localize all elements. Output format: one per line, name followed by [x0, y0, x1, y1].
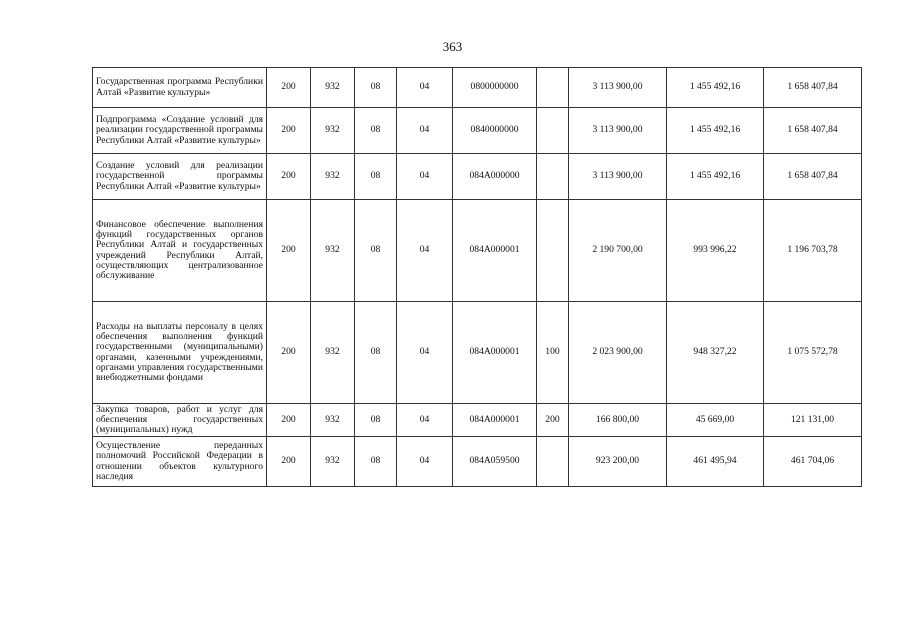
remainder-amount-cell: 1 658 407,84 [764, 68, 862, 108]
ministry-code-cell: 932 [311, 404, 355, 437]
grbs-cell: 200 [267, 200, 311, 302]
target-article-cell: 084А000001 [453, 200, 537, 302]
table-row [93, 200, 862, 302]
plan-amount-cell: 3 113 900,00 [569, 108, 667, 154]
remainder-amount-cell: 1 658 407,84 [764, 108, 862, 154]
table-row [93, 68, 862, 108]
expense-type-cell: 100 [537, 302, 569, 404]
section-cell: 08 [355, 302, 397, 404]
expense-type-cell [537, 437, 569, 487]
remainder-amount-cell: 1 658 407,84 [764, 154, 862, 200]
section-cell: 08 [355, 108, 397, 154]
plan-amount-cell: 166 800,00 [569, 404, 667, 437]
target-article-cell: 0840000000 [453, 108, 537, 154]
row-name-cell: Финансовое обеспечение выполнения функций государственных органов Республики Алтай и государственных учреждений Республики Алтай, осуществляющих централизованное обслуживание [93, 200, 267, 302]
ministry-code-cell: 932 [311, 154, 355, 200]
grbs-cell: 200 [267, 154, 311, 200]
subsection-cell: 04 [397, 404, 453, 437]
subsection-cell: 04 [397, 154, 453, 200]
executed-amount-cell: 1 455 492,16 [667, 108, 764, 154]
target-article-cell: 0800000000 [453, 68, 537, 108]
executed-amount-cell: 948 327,22 [667, 302, 764, 404]
grbs-cell: 200 [267, 108, 311, 154]
row-name-cell: Подпрограмма «Создание условий для реализации государственной программы Республики Алтай «Развитие культуры» [93, 108, 267, 154]
ministry-code-cell: 932 [311, 302, 355, 404]
plan-amount-cell: 2 190 700,00 [569, 200, 667, 302]
section-cell: 08 [355, 404, 397, 437]
subsection-cell: 04 [397, 437, 453, 487]
section-cell: 08 [355, 154, 397, 200]
target-article-cell: 084А000000 [453, 154, 537, 200]
subsection-cell: 04 [397, 302, 453, 404]
executed-amount-cell: 1 455 492,16 [667, 68, 764, 108]
subsection-cell: 04 [397, 108, 453, 154]
row-name-cell: Закупка товаров, работ и услуг для обеспечения государственных (муниципальных) нужд [93, 404, 267, 437]
remainder-amount-cell: 121 131,00 [764, 404, 862, 437]
target-article-cell: 084А000001 [453, 302, 537, 404]
target-article-cell: 084А059500 [453, 437, 537, 487]
page-number: 363 [442, 39, 463, 54]
expense-type-cell [537, 154, 569, 200]
plan-amount-cell: 3 113 900,00 [569, 68, 667, 108]
remainder-amount-cell: 461 704,06 [764, 437, 862, 487]
table-row [93, 302, 862, 404]
row-name-cell: Расходы на выплаты персоналу в целях обеспечения выполнения функций государственными (муниципальными) органами, казенными учреждениями, органами управления государственными внебюджетными фондами [93, 302, 267, 404]
subsection-cell: 04 [397, 200, 453, 302]
section-cell: 08 [355, 200, 397, 302]
row-name-cell: Создание условий для реализации государственной программы Республики Алтай «Развитие культуры» [93, 154, 267, 200]
executed-amount-cell: 1 455 492,16 [667, 154, 764, 200]
plan-amount-cell: 2 023 900,00 [569, 302, 667, 404]
ministry-code-cell: 932 [311, 200, 355, 302]
budget-table [92, 67, 862, 487]
remainder-amount-cell: 1 075 572,78 [764, 302, 862, 404]
plan-amount-cell: 3 113 900,00 [569, 154, 667, 200]
grbs-cell: 200 [267, 68, 311, 108]
section-cell: 08 [355, 68, 397, 108]
section-cell: 08 [355, 437, 397, 487]
ministry-code-cell: 932 [311, 108, 355, 154]
subsection-cell: 04 [397, 68, 453, 108]
table-row [93, 437, 862, 487]
grbs-cell: 200 [267, 404, 311, 437]
row-name-cell: Государственная программа Республики Алтай «Развитие культуры» [93, 68, 267, 108]
grbs-cell: 200 [267, 302, 311, 404]
executed-amount-cell: 461 495,94 [667, 437, 764, 487]
table-row [93, 154, 862, 200]
executed-amount-cell: 45 669,00 [667, 404, 764, 437]
ministry-code-cell: 932 [311, 437, 355, 487]
expense-type-cell [537, 108, 569, 154]
plan-amount-cell: 923 200,00 [569, 437, 667, 487]
table-row [93, 404, 862, 437]
expense-type-cell: 200 [537, 404, 569, 437]
ministry-code-cell: 932 [311, 68, 355, 108]
grbs-cell: 200 [267, 437, 311, 487]
expense-type-cell [537, 200, 569, 302]
remainder-amount-cell: 1 196 703,78 [764, 200, 862, 302]
expense-type-cell [537, 68, 569, 108]
table-row [93, 108, 862, 154]
executed-amount-cell: 993 996,22 [667, 200, 764, 302]
target-article-cell: 084А000001 [453, 404, 537, 437]
row-name-cell: Осуществление переданных полномочий Российской Федерации в отношении объектов культурного наследия [93, 437, 267, 487]
